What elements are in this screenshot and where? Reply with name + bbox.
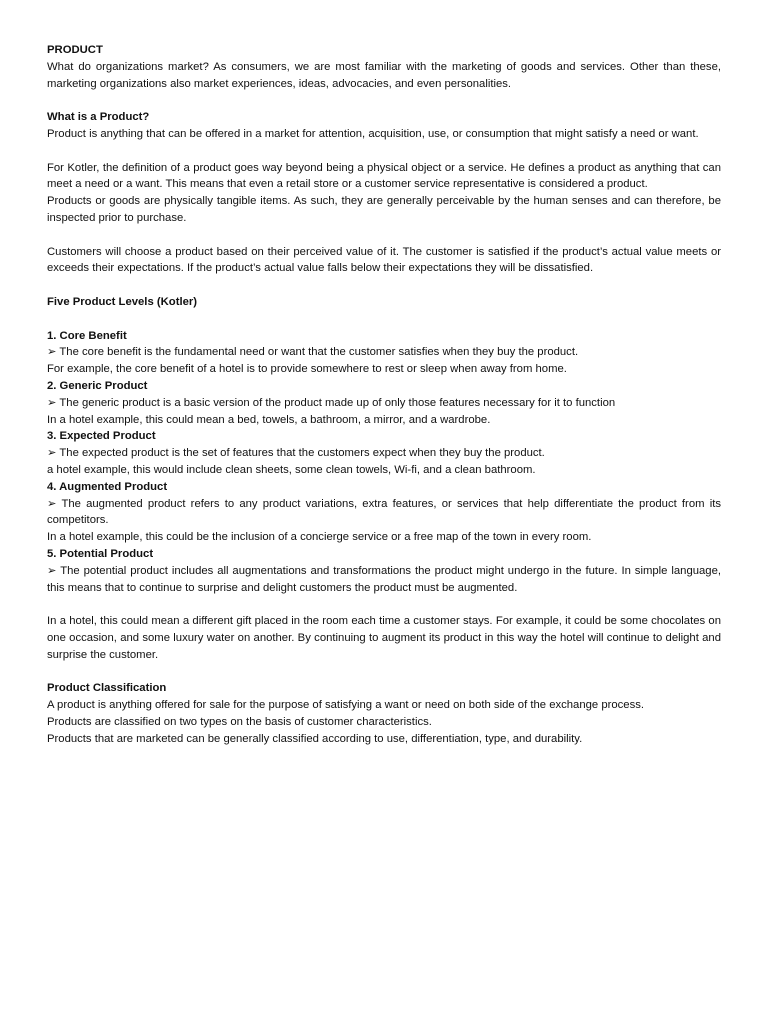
level-bullet-text: The core benefit is the fundamental need or want that the customer satisfies when they buy the product. — [59, 346, 579, 359]
spacer — [47, 143, 721, 160]
level-heading: 2. Generic Product — [47, 379, 148, 392]
level-heading: 1. Core Benefit — [47, 329, 127, 342]
level-bullet-text: The augmented product refers to any product variations, extra features, or services that help differentiate the product from its competitors. — [47, 497, 721, 527]
spacer — [47, 277, 721, 294]
level-bullet — [47, 496, 721, 530]
document-page — [47, 42, 721, 747]
spacer — [47, 311, 721, 328]
level-bullet — [47, 563, 721, 597]
level-heading: 5. Potential Product — [47, 547, 154, 560]
arrow-bullet-icon: ➢ — [47, 447, 57, 460]
customer-value-paragraph: Customers will choose a product based on their perceived value of it. The customer is satisfied if the product’s actual value meets or exceeds their expectations. If the product’s actual value falls below their expectations they will be dissatisfied. — [47, 245, 721, 275]
product-classification-heading: Product Classification — [47, 682, 167, 695]
level-heading: 3. Expected Product — [47, 430, 156, 443]
level-bullet — [47, 445, 721, 462]
doc-title: PRODUCT — [47, 44, 103, 56]
level-example: a hotel example, this would include clean sheets, some clean towels, Wi-fi, and a clean bathroom. — [47, 463, 536, 476]
arrow-bullet-icon: ➢ — [47, 346, 57, 359]
hotel-gift-paragraph: In a hotel, this could mean a different gift placed in the room each time a customer stays. For example, it could be some chocolates on one occasion, and some luxury water on another. By continuing to augment its product in this way the hotel will continue to delight and surprise the customer. — [47, 615, 721, 661]
classification-line: A product is anything offered for sale for the purpose of satisfying a want or need on both side of the exchange process. — [47, 699, 645, 712]
spacer — [47, 596, 721, 613]
level-bullet-text: The expected product is the set of features that the customers expect when they buy the product. — [59, 447, 545, 460]
arrow-bullet-icon: ➢ — [47, 396, 57, 409]
kotler-paragraph: For Kotler, the definition of a product goes way beyond being a physical object or a service. He defines a product as anything that can meet a need or a want. This means that even a retail store or a customer service representative is considered a product. — [47, 161, 721, 191]
tangible-goods-paragraph: Products or goods are physically tangible items. As such, they are generally perceivable by the human senses and can therefore, be inspected prior to purchase. — [47, 195, 721, 224]
product-levels-heading: Five Product Levels (Kotler) — [47, 295, 198, 308]
level-bullet — [47, 395, 721, 412]
spacer — [47, 92, 721, 109]
classification-line: Products are classified on two types on the basis of customer characteristics. — [47, 715, 432, 728]
intro-paragraph: What do organizations market? As consumers, we are most familiar with the marketing of goods and services. Other than these, marketing organizations also market experiences, ideas, advocacies, and even personalities. — [47, 60, 721, 90]
level-heading: 4. Augmented Product — [47, 480, 168, 493]
spacer — [47, 663, 721, 680]
level-bullet-text: The generic product is a basic version of the product made up of only those features necessary for it to function — [59, 396, 616, 409]
arrow-bullet-icon: ➢ — [47, 497, 57, 510]
product-definition-paragraph: Product is anything that can be offered in a market for attention, acquisition, use, or consumption that might satisfy a need or want. — [47, 127, 699, 140]
level-example: In a hotel example, this could be the inclusion of a concierge service or a free map of the town in every room. — [47, 531, 592, 544]
level-example: In a hotel example, this could mean a bed, towels, a bathroom, a mirror, and a wardrobe. — [47, 413, 491, 426]
level-bullet — [47, 344, 721, 361]
spacer — [47, 227, 721, 244]
arrow-bullet-icon: ➢ — [47, 564, 57, 577]
classification-line: Products that are marketed can be generally classified according to use, differentiation, type, and durability. — [47, 732, 583, 745]
level-example: For example, the core benefit of a hotel is to provide somewhere to rest or sleep when away from home. — [47, 363, 567, 376]
level-bullet-text: The potential product includes all augmentations and transformations the product might undergo in the future. In simple language, this means that to continue to surprise and delight customers the product must be augmented. — [47, 564, 722, 594]
what-is-product-heading: What is a Product? — [47, 111, 150, 124]
